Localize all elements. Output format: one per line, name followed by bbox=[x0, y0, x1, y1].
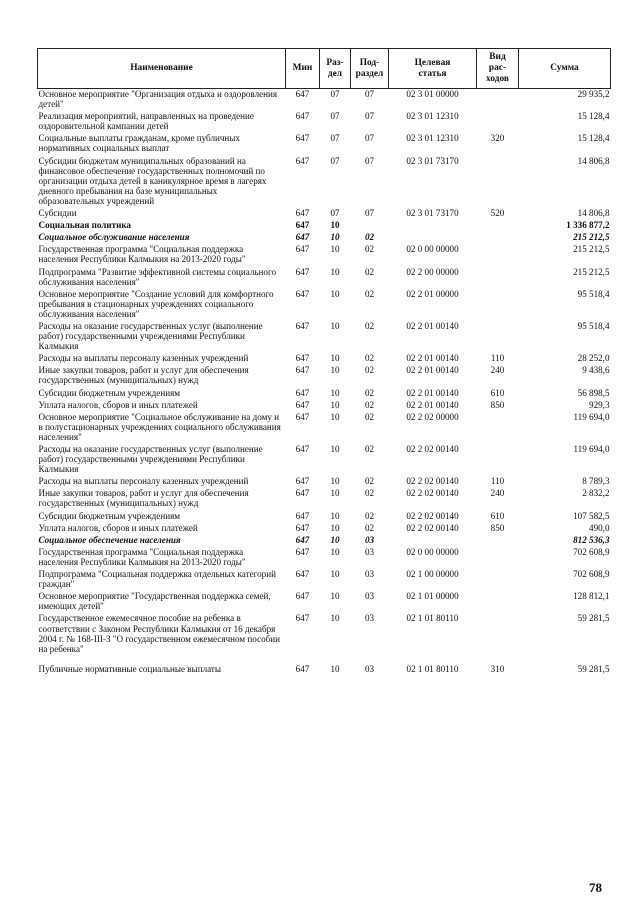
row-target-article: 02 3 01 73170 bbox=[406, 155, 459, 166]
table-row bbox=[38, 400, 611, 412]
row-subsection bbox=[351, 220, 389, 232]
row-subsection: 03 bbox=[364, 613, 375, 624]
row-target-article: 02 2 02 00000 bbox=[406, 411, 459, 422]
table-row bbox=[38, 244, 611, 266]
row-target-article: 02 2 01 00000 bbox=[406, 288, 459, 299]
row-section: 10 bbox=[330, 534, 340, 545]
row-ministry: 647 bbox=[295, 522, 310, 533]
row-name: Субсидии бюджетным учреждениям bbox=[38, 510, 181, 521]
row-subsection: 02 bbox=[364, 444, 375, 454]
row-section: 10 bbox=[330, 365, 340, 376]
budget-table bbox=[37, 48, 611, 676]
row-subsection: 03 bbox=[364, 546, 375, 557]
row-ministry: 647 bbox=[295, 208, 310, 219]
table-row bbox=[38, 156, 611, 208]
row-amount: 119 694,0 bbox=[573, 444, 610, 454]
row-section: 10 bbox=[330, 591, 340, 602]
row-amount: 15 128,4 bbox=[577, 133, 610, 144]
row-expense-type: 320 bbox=[490, 133, 505, 144]
row-amount: 29 935,2 bbox=[577, 89, 610, 99]
row-ministry: 647 bbox=[295, 111, 310, 122]
row-subsection: 07 bbox=[364, 111, 375, 122]
row-ministry: 647 bbox=[295, 89, 310, 99]
row-section: 10 bbox=[330, 613, 340, 624]
row-subsection: 03 bbox=[364, 663, 375, 674]
row-amount: 95 518,4 bbox=[577, 288, 610, 299]
row-subsection: 02 bbox=[364, 510, 375, 521]
row-section: 10 bbox=[330, 546, 340, 557]
row-section: 07 bbox=[330, 133, 340, 144]
row-expense-type bbox=[477, 220, 519, 232]
row-name: Социальное обеспечение населения bbox=[38, 534, 181, 545]
row-ministry: 647 bbox=[295, 266, 310, 277]
row-section: 10 bbox=[330, 411, 340, 422]
row-amount: 702 608,9 bbox=[573, 569, 610, 580]
row-subsection: 02 bbox=[364, 266, 375, 277]
row-section: 10 bbox=[330, 353, 340, 364]
table-row bbox=[38, 388, 611, 400]
row-target-article: 02 3 01 00000 bbox=[406, 89, 459, 99]
row-name: Государственная программа "Социальная поддержка населения Республики Калмыкия на 2013-2020 годы" bbox=[38, 244, 246, 265]
row-subsection: 02 bbox=[364, 288, 375, 299]
row-amount: 59 281,5 bbox=[577, 613, 610, 624]
table-row bbox=[38, 111, 611, 133]
row-amount: 128 812,1 bbox=[573, 591, 610, 602]
row-target-article bbox=[389, 232, 477, 244]
row-expense-type bbox=[477, 89, 519, 112]
row-ministry: 647 bbox=[295, 476, 310, 487]
row-amount: 56 898,5 bbox=[577, 387, 610, 398]
header-summa: Сумма bbox=[519, 49, 611, 89]
row-name: Подпрограмма "Развитие эффективной системы социального обслуживания населения" bbox=[38, 266, 276, 287]
table-row bbox=[38, 523, 611, 535]
row-section: 07 bbox=[330, 89, 340, 99]
row-subsection: 07 bbox=[364, 89, 375, 99]
row-ministry: 647 bbox=[295, 546, 310, 557]
row-subsection: 07 bbox=[364, 133, 375, 144]
row-amount: 8 789,3 bbox=[582, 476, 610, 487]
row-subsection: 02 bbox=[364, 399, 375, 410]
row-subsection: 02 bbox=[364, 387, 375, 398]
row-section: 07 bbox=[330, 208, 340, 219]
row-subsection: 02 bbox=[364, 320, 375, 331]
row-expense-type: 110 bbox=[490, 476, 505, 487]
row-subsection: 03 bbox=[364, 591, 375, 602]
row-expense-type bbox=[477, 444, 519, 476]
row-ministry: 647 bbox=[295, 399, 310, 410]
row-subsection: 02 bbox=[364, 476, 375, 487]
row-expense-type bbox=[477, 535, 519, 547]
row-amount: 59 281,5 bbox=[577, 663, 610, 674]
row-target-article bbox=[389, 535, 477, 547]
row-expense-type bbox=[477, 613, 519, 663]
row-target-article: 02 2 01 00140 bbox=[406, 320, 459, 331]
row-name: Уплата налогов, сборов и иных платежей bbox=[38, 399, 198, 410]
row-target-article: 02 0 00 00000 bbox=[406, 546, 459, 557]
row-subsection: 02 bbox=[364, 522, 375, 533]
row-ministry: 647 bbox=[295, 534, 310, 545]
header-podrazdel: Под- раздел bbox=[351, 49, 389, 89]
budget-page bbox=[37, 48, 610, 676]
row-target-article: 02 2 01 00140 bbox=[406, 365, 459, 376]
row-subsection: 07 bbox=[364, 208, 375, 219]
table-row bbox=[38, 89, 611, 112]
row-section: 10 bbox=[330, 266, 340, 277]
row-amount: 107 582,5 bbox=[573, 510, 610, 521]
row-name: Субсидии бюджетам муниципальных образований на финансовое обеспечение государственных полномочий по организации отдыха детей в каникулярное время в лагерях дневного пребывания на базе муниципальных образовательных учреждений bbox=[38, 155, 267, 206]
row-expense-type bbox=[477, 321, 519, 353]
row-expense-type bbox=[477, 267, 519, 289]
row-subsection: 02 bbox=[364, 353, 375, 364]
row-ministry: 647 bbox=[295, 569, 310, 580]
row-name: Основное мероприятие "Социальное обслуживание на дому и в полустационарных учреждениях социального обслуживания населения" bbox=[38, 411, 281, 442]
table-row bbox=[38, 321, 611, 353]
row-amount: 215 212,5 bbox=[573, 232, 610, 243]
row-amount: 929,3 bbox=[589, 399, 610, 410]
row-name: Социальные выплаты гражданам, кроме публичных нормативных социальных выплат bbox=[38, 133, 240, 154]
row-ministry: 647 bbox=[295, 365, 310, 376]
row-name: Расходы на выплаты персоналу казенных учреждений bbox=[38, 476, 249, 487]
row-ministry: 647 bbox=[295, 613, 310, 624]
row-amount: 14 806,8 bbox=[577, 155, 610, 166]
row-section: 10 bbox=[330, 387, 340, 398]
row-section: 10 bbox=[330, 663, 340, 674]
row-name: Основное мероприятие "Государственная поддержка семей, имеющих детей" bbox=[38, 591, 271, 612]
row-name: Основное мероприятие "Организация отдыха и оздоровления детей" bbox=[38, 89, 278, 110]
row-target-article: 02 2 02 00140 bbox=[406, 444, 459, 454]
row-section: 10 bbox=[330, 244, 340, 255]
row-target-article: 02 3 01 73170 bbox=[406, 208, 459, 219]
row-subsection: 02 bbox=[364, 232, 375, 243]
row-ministry: 647 bbox=[295, 510, 310, 521]
row-name: Подпрограмма "Социальная поддержка отдельных категорий граждан" bbox=[38, 569, 276, 590]
row-amount: 490,0 bbox=[589, 522, 610, 533]
header-vid: Вид рас- ходов bbox=[477, 49, 519, 89]
row-amount: 215 212,5 bbox=[573, 266, 610, 277]
row-ministry: 647 bbox=[295, 444, 310, 454]
table-row bbox=[38, 444, 611, 476]
row-name: Реализация мероприятий, направленных на проведение оздоровительной кампании детей bbox=[38, 111, 254, 132]
row-amount: 1 336 877,2 bbox=[566, 220, 610, 231]
page-number: 78 bbox=[589, 880, 602, 895]
row-amount: 95 518,4 bbox=[577, 320, 610, 331]
row-ministry: 647 bbox=[295, 320, 310, 331]
row-section: 10 bbox=[330, 488, 340, 499]
row-name: Государственное ежемесячное пособие на ребенка в соответствии с Законом Республики Калмыкия от 16 декабря 2004 г. № 168-III-З "О государственном ежемесячном пособии на ребенка" bbox=[38, 613, 281, 654]
table-row bbox=[38, 353, 611, 365]
row-section: 10 bbox=[330, 399, 340, 410]
table-row bbox=[38, 569, 611, 591]
row-expense-type: 850 bbox=[490, 522, 505, 533]
row-subsection: 03 bbox=[364, 534, 375, 545]
row-amount: 215 212,5 bbox=[573, 244, 610, 255]
row-amount: 812 536,3 bbox=[573, 534, 610, 545]
row-expense-type bbox=[477, 569, 519, 591]
header-name: Наименование bbox=[38, 49, 286, 89]
row-target-article: 02 2 02 00140 bbox=[406, 488, 459, 499]
row-subsection: 02 bbox=[364, 365, 375, 376]
table-row bbox=[38, 664, 611, 676]
table-row bbox=[38, 591, 611, 613]
header-razdel: Раз- дел bbox=[320, 49, 351, 89]
row-expense-type bbox=[477, 591, 519, 613]
row-ministry: 647 bbox=[295, 591, 310, 602]
row-amount: 2 832,2 bbox=[582, 488, 610, 499]
row-subsection: 02 bbox=[364, 411, 375, 422]
row-target-article: 02 2 02 00140 bbox=[406, 522, 459, 533]
row-ministry: 647 bbox=[295, 353, 310, 364]
table-row bbox=[38, 613, 611, 663]
row-section: 10 bbox=[330, 510, 340, 521]
row-target-article bbox=[389, 220, 477, 232]
row-name: Основное мероприятие "Создание условий для комфортного пребывания в стационарных учреждениях социального обслуживания населения" bbox=[38, 288, 274, 319]
row-name: Иные закупки товаров, работ и услуг для обеспечения государственных (муниципальных) нужд bbox=[38, 488, 249, 509]
row-amount: 702 608,9 bbox=[573, 546, 610, 557]
row-section: 10 bbox=[330, 288, 340, 299]
row-name: Государственная программа "Социальная поддержка населения Республики Калмыкия на 2013-2020 годы" bbox=[38, 546, 246, 567]
row-expense-type: 850 bbox=[490, 399, 505, 410]
table-row bbox=[38, 476, 611, 488]
row-target-article: 02 3 01 12310 bbox=[406, 111, 459, 122]
table-row bbox=[38, 133, 611, 155]
row-ministry: 647 bbox=[295, 133, 310, 144]
row-name: Социальное обслуживание населения bbox=[38, 232, 190, 243]
row-expense-type bbox=[477, 412, 519, 444]
row-ministry: 647 bbox=[295, 663, 310, 674]
table-body bbox=[38, 89, 611, 676]
row-amount: 119 694,0 bbox=[573, 411, 610, 422]
table-row bbox=[38, 511, 611, 523]
row-subsection: 03 bbox=[364, 569, 375, 580]
row-target-article: 02 1 01 80110 bbox=[406, 663, 459, 674]
row-target-article: 02 0 00 00000 bbox=[406, 244, 459, 255]
row-target-article: 02 3 01 12310 bbox=[406, 133, 459, 144]
row-target-article: 02 1 01 80110 bbox=[406, 613, 459, 624]
row-subsection: 02 bbox=[364, 488, 375, 499]
row-ministry: 647 bbox=[295, 387, 310, 398]
row-section: 10 bbox=[330, 444, 340, 454]
row-section: 10 bbox=[330, 232, 340, 243]
row-section: 10 bbox=[330, 522, 340, 533]
row-target-article: 02 2 01 00140 bbox=[406, 387, 459, 398]
row-target-article: 02 2 02 00140 bbox=[406, 476, 459, 487]
row-expense-type bbox=[477, 111, 519, 133]
row-target-article: 02 2 01 00140 bbox=[406, 353, 459, 364]
table-row bbox=[38, 488, 611, 510]
row-amount: 15 128,4 bbox=[577, 111, 610, 122]
row-amount: 28 252,0 bbox=[577, 353, 610, 364]
row-ministry: 647 bbox=[295, 288, 310, 299]
row-ministry: 647 bbox=[295, 155, 310, 166]
row-expense-type: 240 bbox=[490, 488, 505, 499]
row-target-article: 02 2 00 00000 bbox=[406, 266, 459, 277]
header-celevaya: Целевая статья bbox=[389, 49, 477, 89]
table-row bbox=[38, 220, 611, 232]
table-row bbox=[38, 232, 611, 244]
row-subsection: 02 bbox=[364, 244, 375, 255]
row-name: Субсидии бюджетным учреждениям bbox=[38, 387, 181, 398]
row-section: 10 bbox=[330, 220, 340, 231]
row-target-article: 02 1 01 00000 bbox=[406, 591, 459, 602]
row-expense-type bbox=[477, 232, 519, 244]
row-expense-type: 240 bbox=[490, 365, 505, 376]
row-expense-type bbox=[477, 156, 519, 208]
row-name: Расходы на оказание государственных услуг (выполнение работ) государственными учреждениями Республики Калмыкия bbox=[38, 320, 263, 352]
table-row bbox=[38, 267, 611, 289]
row-amount: 14 806,8 bbox=[577, 208, 610, 219]
row-name: Иные закупки товаров, работ и услуг для обеспечения государственных (муниципальных) нужд bbox=[38, 365, 249, 386]
row-ministry: 647 bbox=[295, 244, 310, 255]
row-expense-type: 110 bbox=[490, 353, 505, 364]
row-expense-type bbox=[477, 547, 519, 569]
row-expense-type: 520 bbox=[490, 208, 505, 219]
table-row bbox=[38, 412, 611, 444]
row-section: 07 bbox=[330, 111, 340, 122]
table-row bbox=[38, 289, 611, 321]
row-expense-type bbox=[477, 289, 519, 321]
row-section: 10 bbox=[330, 569, 340, 580]
row-target-article: 02 2 02 00140 bbox=[406, 510, 459, 521]
row-ministry: 647 bbox=[295, 488, 310, 499]
row-section: 10 bbox=[330, 320, 340, 331]
row-section: 07 bbox=[330, 155, 340, 166]
row-name: Социальная политика bbox=[38, 220, 131, 231]
table-header bbox=[38, 49, 611, 89]
row-name: Расходы на оказание государственных услуг (выполнение работ) государственными учреждениями Республики Калмыкия bbox=[38, 444, 263, 475]
row-section: 10 bbox=[330, 476, 340, 487]
row-ministry: 647 bbox=[295, 220, 310, 231]
row-subsection: 07 bbox=[364, 155, 375, 166]
row-ministry: 647 bbox=[295, 232, 310, 243]
table-row bbox=[38, 535, 611, 547]
table-row bbox=[38, 547, 611, 569]
header-min: Мин bbox=[286, 49, 320, 89]
row-target-article: 02 1 00 00000 bbox=[406, 569, 459, 580]
row-name: Субсидии bbox=[38, 208, 77, 219]
row-ministry: 647 bbox=[295, 411, 310, 422]
row-expense-type: 610 bbox=[490, 387, 505, 398]
row-name: Уплата налогов, сборов и иных платежей bbox=[38, 522, 198, 533]
row-expense-type bbox=[477, 244, 519, 266]
table-row bbox=[38, 365, 611, 387]
row-expense-type: 310 bbox=[490, 663, 505, 674]
row-expense-type: 610 bbox=[490, 510, 505, 521]
row-name: Публичные нормативные социальные выплаты bbox=[38, 663, 221, 674]
row-target-article: 02 2 01 00140 bbox=[406, 399, 459, 410]
table-row bbox=[38, 208, 611, 220]
row-name: Расходы на выплаты персоналу казенных учреждений bbox=[38, 353, 249, 364]
row-amount: 9 438,6 bbox=[582, 365, 610, 376]
